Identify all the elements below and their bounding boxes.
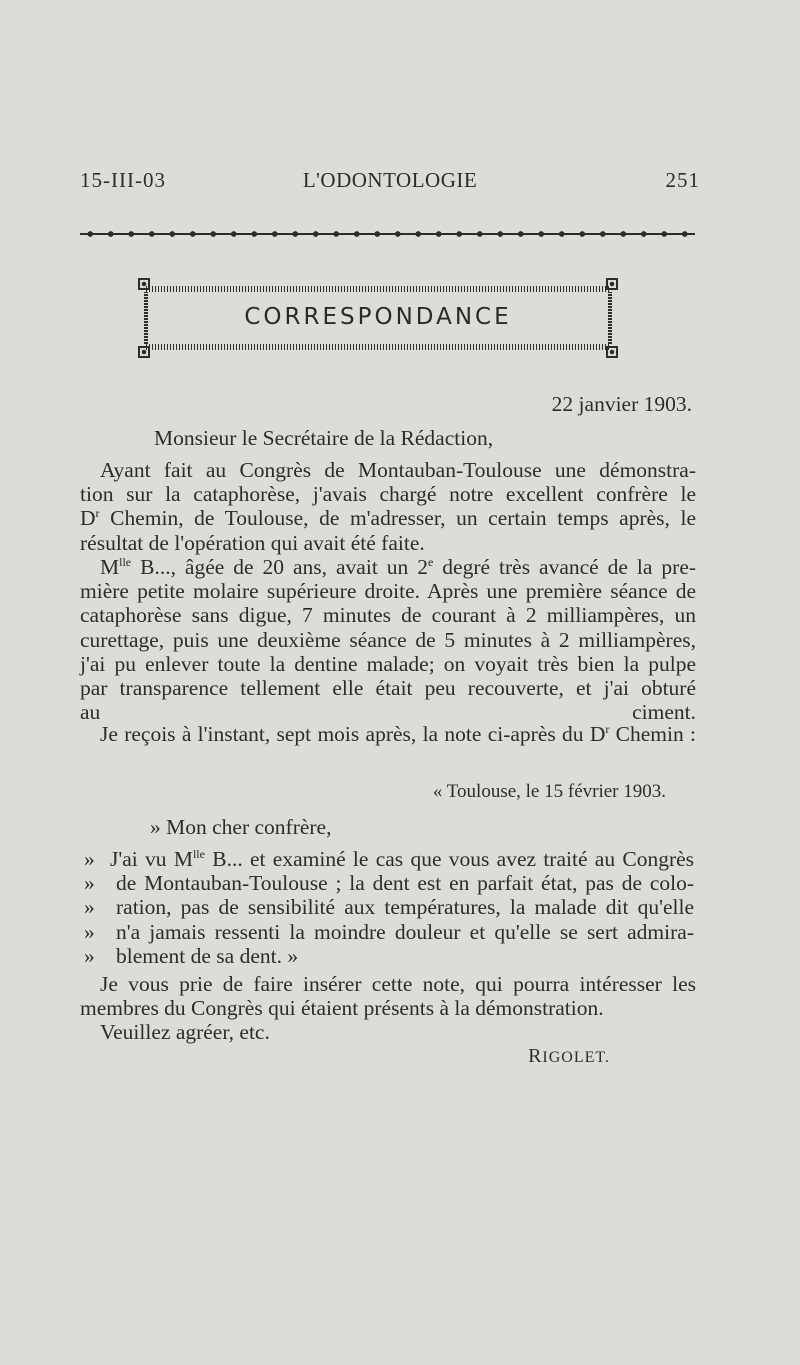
text-line: résultat de l'opération qui avait été faite. xyxy=(80,530,425,555)
superscript: lle xyxy=(192,847,205,861)
title-abbrev: M xyxy=(173,847,193,871)
superscript: r xyxy=(95,506,100,521)
text-line: Je vous prie de faire insérer cette note, qui pourra intéresser les xyxy=(100,972,696,996)
letter-date: 22 janvier 1903. xyxy=(551,392,692,416)
text-run: Je reçois à l'instant, sept mois après, la note ci-après du xyxy=(100,722,584,746)
text-line xyxy=(80,506,696,530)
quote-line xyxy=(84,895,694,919)
quoted-note-body xyxy=(84,847,694,968)
superscript: r xyxy=(605,722,610,736)
quote-mark: » xyxy=(84,919,95,944)
quote-line xyxy=(84,920,694,944)
signature xyxy=(480,1045,610,1068)
issue-date: 15-III-03 xyxy=(80,168,166,192)
text-run: ration, pas de sensibilité aux températures, la malade dit qu'elle xyxy=(116,895,694,920)
quoted-note-salutation: » Mon cher confrère, xyxy=(150,815,332,839)
text-run: Chemin, de Toulouse, de m'adresser, un certain temps après, le xyxy=(110,506,696,531)
section-title: CORRESPONDANCE xyxy=(244,304,512,330)
text-run: Chemin : xyxy=(615,722,697,746)
quote-mark: » xyxy=(84,943,95,968)
text-run: blement de sa dent. » xyxy=(116,943,299,968)
frame-corner-ornament xyxy=(606,346,618,358)
paragraph-2 xyxy=(80,555,696,724)
superscript: lle xyxy=(119,555,132,569)
title-abbrev: D xyxy=(80,506,96,531)
text-line: curettage, puis une deuxième séance de 5 minutes à 2 milliampères, xyxy=(80,627,696,652)
text-line: par transparence tellement elle était peu recouverte, et j'ai obturé xyxy=(80,676,696,701)
text-run: n'a jamais ressenti la moindre douleur et qu'elle se sert admira- xyxy=(116,919,694,944)
page-number: 251 xyxy=(665,168,700,192)
text-line: cataphorèse sans digue, 7 minutes de courant à 2 milliampères, un xyxy=(80,603,696,628)
frame-bottom-border xyxy=(146,344,610,350)
text-line: membres du Congrès qui étaient présents à la démonstration. xyxy=(80,996,604,1021)
text-run: degré très avancé de la pre- xyxy=(442,555,697,579)
section-title-frame xyxy=(138,278,618,358)
text-run: B..., âgée de 20 ans, avait un 2 xyxy=(140,555,428,579)
frame-corner-ornament xyxy=(606,278,618,290)
signature-rest: IGOLET. xyxy=(542,1049,610,1066)
quote-mark: » xyxy=(84,871,95,896)
paragraph-3 xyxy=(80,722,696,746)
text-line: Veuillez agréer, etc. xyxy=(100,1020,270,1045)
superscript: e xyxy=(427,555,434,569)
journal-title: L'ODONTOLOGIE xyxy=(302,168,478,192)
ornamental-rule xyxy=(80,226,695,242)
letter-salutation: Monsieur le Secrétaire de la Rédaction, xyxy=(154,426,494,450)
text-line: mière petite molaire supérieure droite. Après une première séance de xyxy=(80,579,696,604)
frame-corner-ornament xyxy=(138,278,150,290)
text-run: B... et examiné le cas que vous avez traité au Congrès xyxy=(212,847,695,871)
quote-line xyxy=(84,944,694,968)
signature-initial: R xyxy=(528,1045,543,1067)
text-line xyxy=(80,722,696,746)
text-line: tion sur la cataphorèse, j'avais chargé notre excellent confrère le xyxy=(80,482,696,507)
frame-top-border xyxy=(146,286,610,292)
text-run: J'ai vu xyxy=(110,847,167,871)
running-head xyxy=(80,168,700,198)
text-line: Ayant fait au Congrès de Montauban-Toulouse une démonstra- xyxy=(100,458,696,482)
text-run: de Montauban-Toulouse ; la dent est en parfait état, pas de colo- xyxy=(116,871,694,896)
text-line: au ciment. xyxy=(80,700,696,725)
text-line: j'ai pu enlever toute la dentine malade; on voyait très bien la pulpe xyxy=(80,651,696,676)
quote-line xyxy=(84,871,694,895)
paragraph-1 xyxy=(80,458,696,555)
quote-line xyxy=(84,847,694,871)
quote-mark: » xyxy=(84,895,95,920)
quoted-note-date: « Toulouse, le 15 février 1903. xyxy=(432,781,666,802)
closing-paragraph xyxy=(80,972,696,1045)
title-abbrev: M xyxy=(100,555,120,579)
text-line xyxy=(80,555,696,579)
frame-corner-ornament xyxy=(138,346,150,358)
title-abbrev: D xyxy=(589,722,606,746)
quote-mark: » xyxy=(84,847,95,871)
